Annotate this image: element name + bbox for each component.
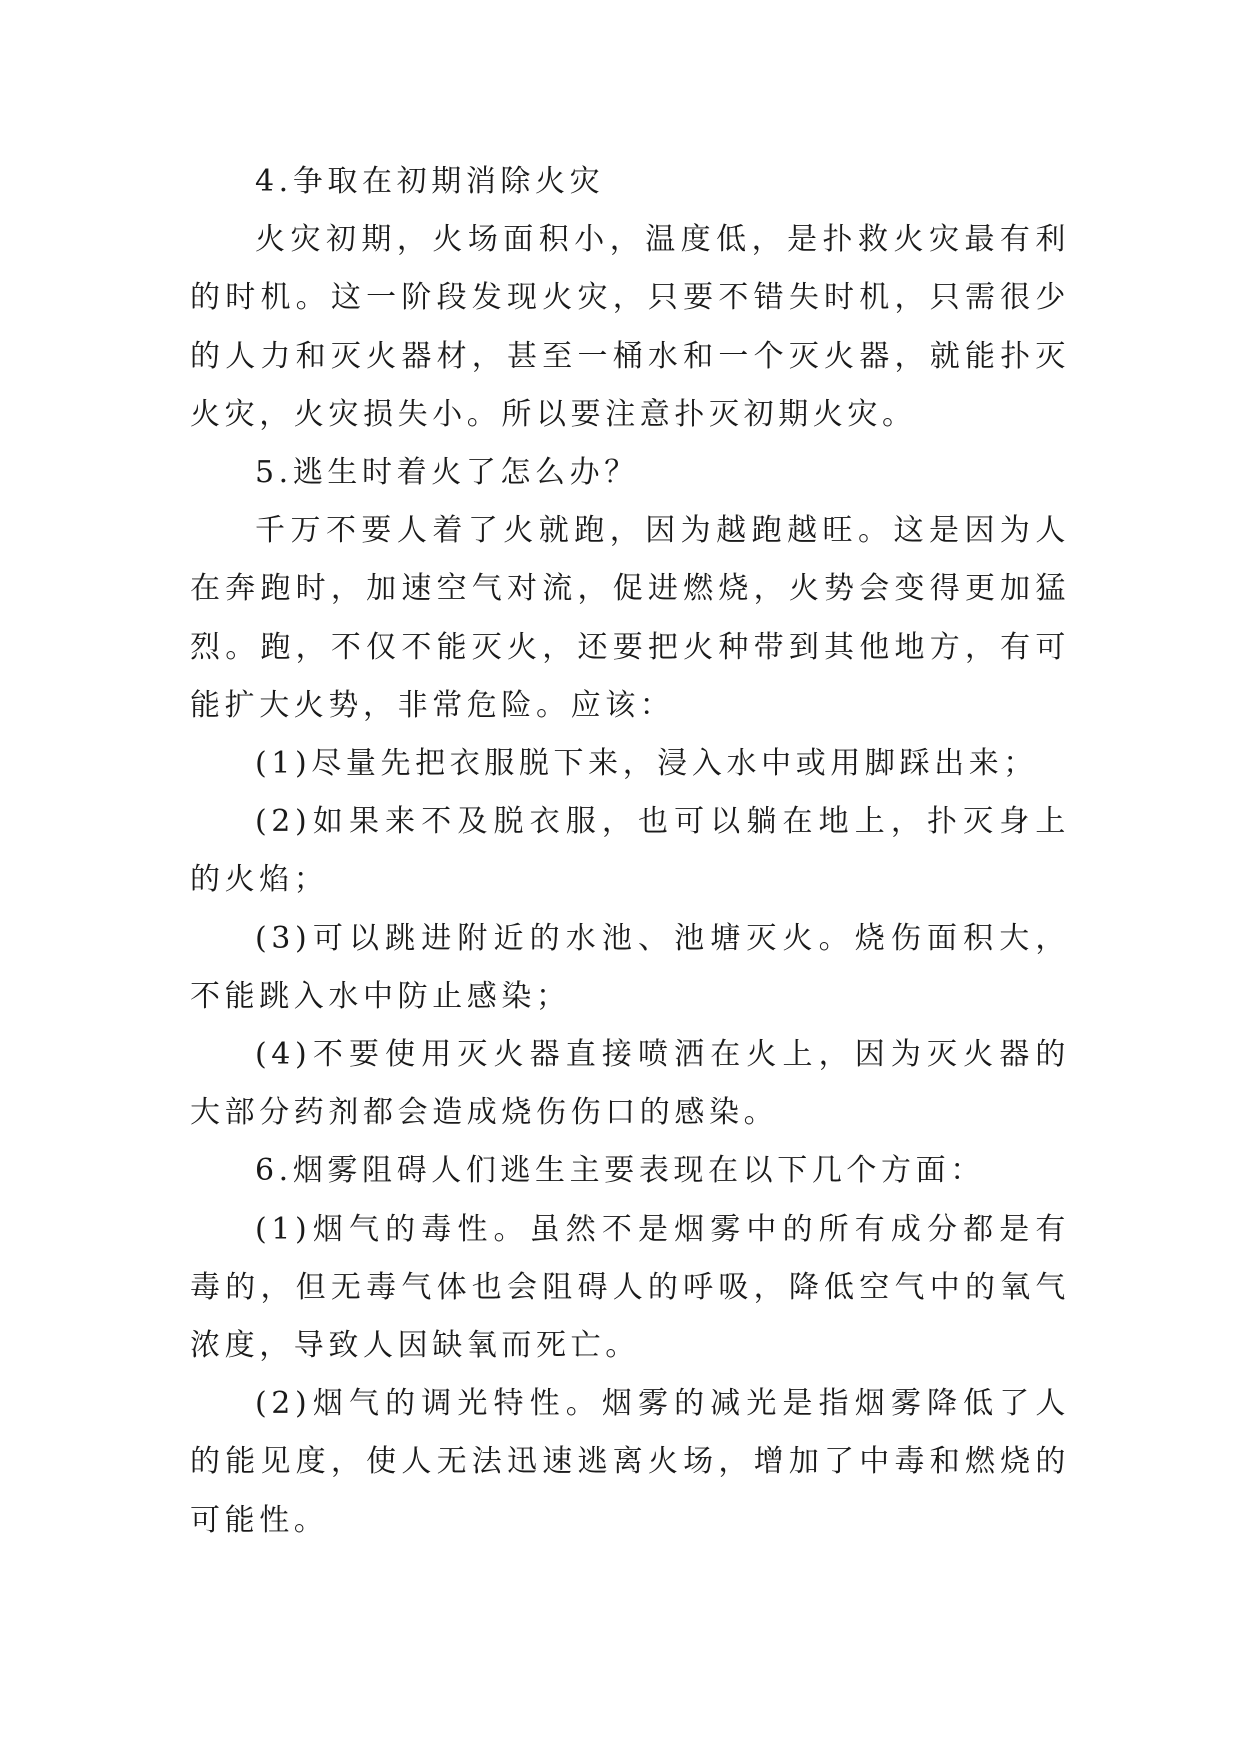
paragraph-early-fire: 火灾初期，火场面积小，温度低，是扑救火灾最有利的时机。这一阶段发现火灾，只要不错失时机，只需很少的人力和灭火器材，甚至一桶水和一个灭火器，就能扑灭火灾，火灾损失小。所以要注意扑灭初期火灾。 [190,222,1070,432]
list-item-6-1: (1)烟气的毒性。虽然不是烟雾中的所有成分都是有毒的，但无毒气体也会阻碍人的呼吸，降低空气中的氧气浓度，导致人因缺氧而死亡。 [190,1211,1070,1364]
document-body [190,153,1070,1550]
section-heading-5: 5.逃生时着火了怎么办？ [255,455,639,491]
list-item-6-2: (2)烟气的调光特性。烟雾的减光是指烟雾降低了人的能见度，使人无法迅速逃离火场，增加了中毒和燃烧的可能性。 [190,1386,1070,1538]
list-item-5-2: (2)如果来不及脱衣服，也可以躺在地上，扑灭身上的火焰； [190,804,1070,898]
paragraph-do-not-run: 千万不要人着了火就跑，因为越跑越旺。这是因为人在奔跑时，加速空气对流，促进燃烧，火势会变得更加猛烈。跑，不仅不能灭火，还要把火种带到其他地方，有可能扩大火势，非常危险。应该： [190,513,1070,723]
list-item-5-3: (3)可以跳进附近的水池、池塘灭火。烧伤面积大，不能跳入水中防止感染； [190,920,1070,1014]
section-heading-4: 4.争取在初期消除火灾 [255,164,605,199]
section-heading-6: 6.烟雾阻碍人们逃生主要表现在以下几个方面： [255,1153,985,1189]
list-item-5-4: (4)不要使用灭火器直接喷洒在火上，因为灭火器的大部分药剂都会造成烧伤伤口的感染。 [190,1037,1070,1131]
list-item-5-1: (1)尽量先把衣服脱下来，浸入水中或用脚踩出来； [255,746,1038,782]
